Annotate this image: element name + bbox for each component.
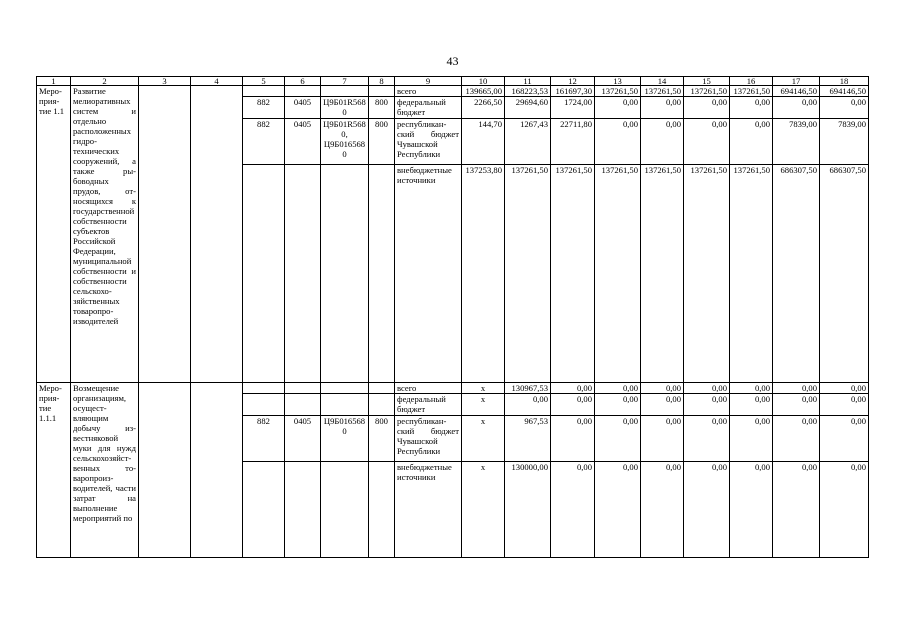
amount-cell: 0,00 (641, 97, 684, 119)
ministry-code: 882 (243, 416, 285, 462)
section-code (285, 462, 321, 558)
expense-type-code (369, 462, 395, 558)
amount-cell: х (462, 394, 505, 416)
section-code: 0405 (285, 119, 321, 165)
amount-cell: 694146,50 (773, 86, 820, 97)
target-article-code: Ц9Б01R5680 (321, 97, 369, 119)
target-article-code (321, 462, 369, 558)
amount-cell: 0,00 (595, 416, 641, 462)
ministry-code (243, 165, 285, 383)
amount-cell: 137261,50 (730, 86, 773, 97)
amount-cell: 0,00 (730, 97, 773, 119)
amount-cell: 0,00 (820, 416, 869, 462)
amount-cell: 0,00 (684, 119, 730, 165)
amount-cell: 0,00 (773, 97, 820, 119)
expense-type-code: 800 (369, 416, 395, 462)
target-article-code (321, 383, 369, 394)
event-number: Мероприятие 1.1 (37, 86, 71, 383)
column-number-16: 16 (730, 77, 773, 86)
amount-cell: 0,00 (820, 462, 869, 558)
amount-cell: 0,00 (595, 462, 641, 558)
amount-cell: 137261,50 (641, 165, 684, 383)
amount-cell: 1724,00 (551, 97, 595, 119)
expense-type-code (369, 165, 395, 383)
amount-cell: 0,00 (773, 383, 820, 394)
amount-cell: 0,00 (595, 394, 641, 416)
amount-cell: 137261,50 (595, 165, 641, 383)
amount-cell: 967,53 (505, 416, 551, 462)
expense-type-code (369, 394, 395, 416)
column-number-12: 12 (551, 77, 595, 86)
funding-source: внебюджетные источники (395, 462, 462, 558)
funding-source: всего (395, 86, 462, 97)
funding-source: внебюджетные источники (395, 165, 462, 383)
column-number-10: 10 (462, 77, 505, 86)
table-row (37, 86, 869, 97)
empty-cell (191, 86, 243, 383)
event-description: Развитие мелиоративных систем и отдельно расположенных гидротехнических сооружений, а также рыбоводных прудов, относящихся к государственной собственности субъектов Российской Федерации, муниципальной собственности и собственности сельскохозяйственных товаропроизводителей (71, 86, 139, 383)
table-body (37, 77, 869, 558)
ministry-code: 882 (243, 119, 285, 165)
amount-cell: х (462, 416, 505, 462)
column-number-8: 8 (369, 77, 395, 86)
column-number-14: 14 (641, 77, 684, 86)
section-code: 0405 (285, 416, 321, 462)
column-number-18: 18 (820, 77, 869, 86)
amount-cell: 161697,30 (551, 86, 595, 97)
amount-cell: 0,00 (595, 119, 641, 165)
amount-cell: 0,00 (641, 394, 684, 416)
ministry-code (243, 462, 285, 558)
table-row (37, 383, 869, 394)
ministry-code (243, 383, 285, 394)
empty-cell (139, 383, 191, 558)
amount-cell: 137261,50 (551, 165, 595, 383)
amount-cell: 0,00 (684, 416, 730, 462)
amount-cell: х (462, 462, 505, 558)
funding-source: федеральный бюджет (395, 97, 462, 119)
amount-cell: 7839,00 (820, 119, 869, 165)
empty-cell (191, 383, 243, 558)
column-number-4: 4 (191, 77, 243, 86)
expense-type-code (369, 383, 395, 394)
amount-cell: 0,00 (551, 416, 595, 462)
amount-cell: 0,00 (730, 394, 773, 416)
column-number-13: 13 (595, 77, 641, 86)
section-code: 0405 (285, 97, 321, 119)
amount-cell: 22711,80 (551, 119, 595, 165)
amount-cell: 694146,50 (820, 86, 869, 97)
amount-cell: 0,00 (684, 97, 730, 119)
amount-cell: 137261,50 (595, 86, 641, 97)
column-number-2: 2 (71, 77, 139, 86)
column-number-11: 11 (505, 77, 551, 86)
amount-cell: 137261,50 (505, 165, 551, 383)
budget-table (36, 76, 869, 558)
amount-cell: 0,00 (641, 383, 684, 394)
target-article-code (321, 86, 369, 97)
column-number-6: 6 (285, 77, 321, 86)
page-number: 43 (446, 54, 459, 68)
amount-cell: 0,00 (641, 416, 684, 462)
amount-cell: 168223,53 (505, 86, 551, 97)
funding-source: республиканский бюджет Чувашской Республики (395, 119, 462, 165)
amount-cell: 0,00 (730, 462, 773, 558)
column-number-3: 3 (139, 77, 191, 86)
amount-cell: 130000,00 (505, 462, 551, 558)
column-number-1: 1 (37, 77, 71, 86)
amount-cell: 686307,50 (773, 165, 820, 383)
section-code (285, 86, 321, 97)
amount-cell: 137261,50 (641, 86, 684, 97)
amount-cell: 137261,50 (684, 165, 730, 383)
column-number-15: 15 (684, 77, 730, 86)
amount-cell: 0,00 (730, 383, 773, 394)
ministry-code (243, 86, 285, 97)
ministry-code: 882 (243, 97, 285, 119)
event-description: Возмещение организациям, осуществляющим добычу известняковой муки для нужд сельскохозяйственных товаропроизводителей, части затрат на выполнение мероприятий по (71, 383, 139, 558)
amount-cell: 7839,00 (773, 119, 820, 165)
target-article-code: Ц9Б0165680 (321, 416, 369, 462)
column-number-17: 17 (773, 77, 820, 86)
expense-type-code: 800 (369, 119, 395, 165)
amount-cell: 29694,60 (505, 97, 551, 119)
section-code (285, 383, 321, 394)
target-article-code: Ц9Б01R5680, Ц9Б0165680 (321, 119, 369, 165)
amount-cell: 0,00 (505, 394, 551, 416)
amount-cell: 0,00 (773, 462, 820, 558)
target-article-code (321, 394, 369, 416)
amount-cell: 0,00 (773, 416, 820, 462)
section-code (285, 394, 321, 416)
amount-cell: 0,00 (551, 462, 595, 558)
expense-type-code: 800 (369, 97, 395, 119)
amount-cell: 0,00 (551, 394, 595, 416)
amount-cell: 139665,00 (462, 86, 505, 97)
amount-cell: 0,00 (684, 462, 730, 558)
amount-cell: 0,00 (641, 462, 684, 558)
amount-cell: 137261,50 (684, 86, 730, 97)
amount-cell: 0,00 (641, 119, 684, 165)
amount-cell: х (462, 383, 505, 394)
amount-cell: 137261,50 (730, 165, 773, 383)
amount-cell: 0,00 (730, 119, 773, 165)
amount-cell: 1267,43 (505, 119, 551, 165)
amount-cell: 0,00 (820, 394, 869, 416)
empty-cell (139, 86, 191, 383)
amount-cell: 0,00 (551, 383, 595, 394)
column-number-row (37, 77, 869, 86)
amount-cell: 0,00 (820, 97, 869, 119)
amount-cell: 0,00 (595, 97, 641, 119)
funding-source: всего (395, 383, 462, 394)
amount-cell: 686307,50 (820, 165, 869, 383)
event-number: Мероприятие 1.1.1 (37, 383, 71, 558)
funding-source: республиканский бюджет Чувашской Республики (395, 416, 462, 462)
section-code (285, 165, 321, 383)
amount-cell: 130967,53 (505, 383, 551, 394)
target-article-code (321, 165, 369, 383)
amount-cell: 0,00 (684, 383, 730, 394)
amount-cell: 137253,80 (462, 165, 505, 383)
ministry-code (243, 394, 285, 416)
amount-cell: 2266,50 (462, 97, 505, 119)
expense-type-code (369, 86, 395, 97)
amount-cell: 0,00 (684, 394, 730, 416)
amount-cell: 0,00 (595, 383, 641, 394)
column-number-7: 7 (321, 77, 369, 86)
amount-cell: 144,70 (462, 119, 505, 165)
amount-cell: 0,00 (773, 394, 820, 416)
column-number-9: 9 (395, 77, 462, 86)
column-number-5: 5 (243, 77, 285, 86)
amount-cell: 0,00 (730, 416, 773, 462)
amount-cell: 0,00 (820, 383, 869, 394)
funding-source: федеральный бюджет (395, 394, 462, 416)
